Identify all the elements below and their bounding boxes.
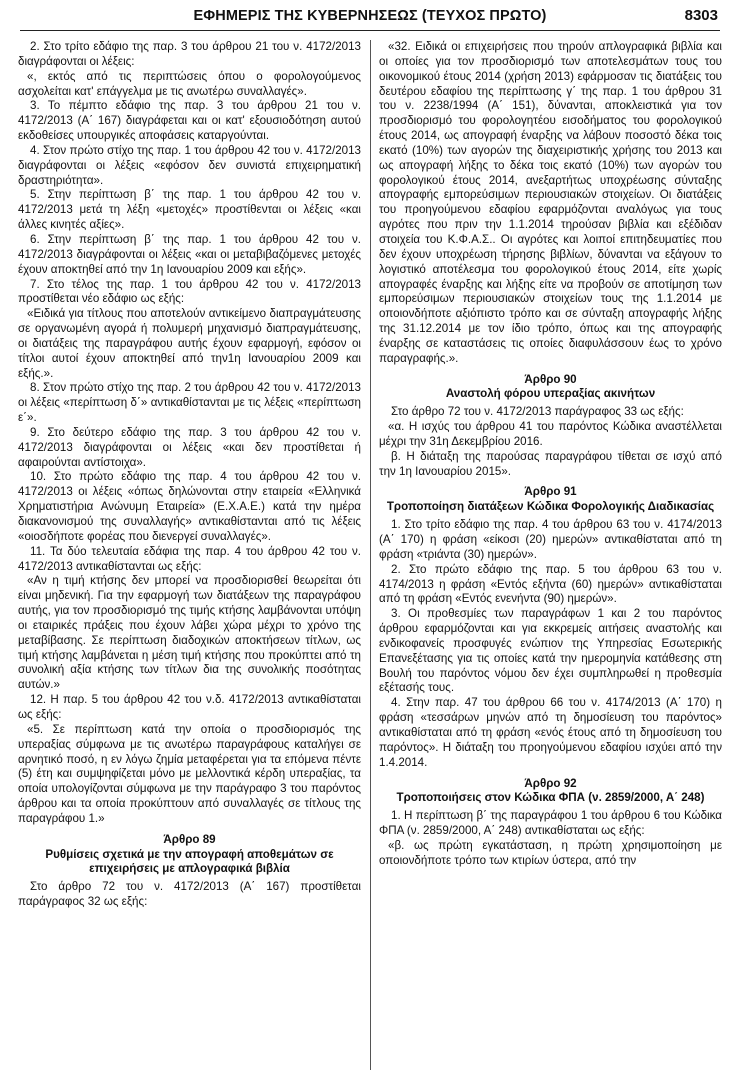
left-column (18, 40, 361, 910)
article-89-heading: Άρθρο 89 (163, 832, 216, 846)
article-90-title: Αναστολή φόρου υπεραξίας ακινήτων (445, 387, 656, 401)
paragraph: 4. Στον πρώτο στίχο της παρ. 1 του άρθρου 42 του ν. 4172/2013 διαγράφονται οι λέξεις «εφόσον δεν συνιστά επιχειρηματική δραστηριότητα». (18, 143, 361, 187)
paragraph: 7. Στο τέλος της παρ. 1 του άρθρου 42 του ν. 4172/2013 προστίθεται νέο εδάφιο ως εξής: (18, 277, 361, 306)
paragraph: β. Η διάταξη της παρούσας παραγράφου τίθεται σε ισχύ από την 1η Ιανουαρίου 2015». (379, 449, 722, 478)
article-90-heading: Άρθρο 90 (524, 372, 577, 386)
paragraph: 3. Οι προθεσμίες των παραγράφων 1 και 2 του παρόντος άρθρου εφαρμόζονται και για εκκρεμείς αιτήσεις αναστολής και ενδικοφανείς προσφυγές ενώπιον της Υπηρεσίας Εσωτερικής Επανεξέτασης για τις οποίες κατά την ημερομηνία κατάθεσης στη Βουλή του παρόντος νόμου δεν έχει συμπληρωθεί η προθεσμία εξέτασής τους. (379, 607, 722, 695)
paragraph: 2. Στο πρώτο εδάφιο της παρ. 5 του άρθρου 63 του ν. 4174/2013 η φράση «Εντός εξήντα (60) ημερών» αντικαθίσταται από τη φράση «Εντός ενενήντα (90) ημερών». (379, 562, 722, 606)
paragraph: Στο άρθρο 72 του ν. 4172/2013 (Α΄ 167) προστίθεται παράγραφος 32 ως εξής: (18, 880, 361, 909)
gazette-title: ΕΦΗΜΕΡΙΣ ΤΗΣ ΚΥΒΕΡΝΗΣΕΩΣ (ΤΕΥΧΟΣ ΠΡΩΤΟ) (193, 8, 547, 24)
article-91-title: Τροποποίηση διατάξεων Κώδικα Φορολογικής Διαδικασίας (386, 500, 715, 514)
quoted-text: «β. ως πρώτη εγκατάσταση, η πρώτη χρησιμοποίηση με οποιονδήποτε τρόπο των κτιρίων ύστερα, από την (379, 838, 722, 867)
page-number: 8303 (684, 7, 718, 24)
paragraph: 11. Τα δύο τελευταία εδάφια της παρ. 4 του άρθρου 42 του ν. 4172/2013 αντικαθίστανται ως εξής: (18, 544, 361, 573)
article-92-title: Τροποποιήσεις στον Κώδικα ΦΠΑ (ν. 2859/2000, Α΄ 248) (396, 791, 705, 805)
paragraph: 2. Στο τρίτο εδάφιο της παρ. 3 του άρθρου 21 του ν. 4172/2013 διαγράφονται οι λέξεις: (18, 40, 361, 68)
paragraph: 3. Το πέμπτο εδάφιο της παρ. 3 του άρθρου 21 του ν. 4172/2013 (Α΄ 167) διαγράφεται και οι κατ' εξουσιοδότηση αυτού εκδοθείσες υπουργικές αποφάσεις καταργούνται. (18, 99, 361, 143)
article-89-title: Ρυθμίσεις σχετικά με την απογραφή αποθεμάτων σε επιχειρήσεις με απλογραφικά βιβλία (45, 847, 334, 876)
paragraph: 1. Στο τρίτο εδάφιο της παρ. 4 του άρθρου 63 του ν. 4174/2013 (Α΄ 170) η φράση «είκοσι (20) ημερών» αντικαθίσταται από τη φράση «τριάντα (30) ημερών». (379, 518, 722, 561)
quoted-text: «Αν η τιμή κτήσης δεν μπορεί να προσδιορισθεί θεωρείται ότι είναι μηδενική. Για την εφαρμογή των διατάξεων της παραγράφου αυτής, για τον προσδιορισμό της τιμής κτήσης λαμβάνονται υπόψη οι εταιρικές πράξεις που έχουν λάβει χώρα μέχρι το χρόνο της μεταβίβασης. Σε περίπτωση διαδοχικών αποκτήσεων τίτλων, ως τιμή κτήσης λαμβάνεται η μέση τιμή κτήσης που προκύπτει από τη συνολική αξία κτήσης των τίτλων δια της συνολικής ποσότητας αυτών.» (18, 574, 361, 692)
paragraph: 10. Στο πρώτο εδάφιο της παρ. 4 του άρθρου 42 του ν. 4172/2013 οι λέξεις «όπως δηλώνονται στην εταιρεία «Ελληνικά Χρηματιστήρια Ανώνυμη Εταιρεία» (Ε.Χ.Α.Ε.) κατά την ημέρα διακανονισμού της συναλλαγής» αντικαθίστανται από τις λέξεις «οιοσδήποτε φορέας που διενεργεί συναλλαγές». (18, 470, 361, 543)
article-92-heading: Άρθρο 92 (524, 776, 577, 790)
column-divider (370, 40, 371, 1070)
paragraph: Στο άρθρο 72 του ν. 4172/2013 παράγραφος 33 ως εξής: (391, 405, 684, 419)
quoted-text: «, εκτός από τις περιπτώσεις όπου ο φορολογούμενος ασχολείται κατ' επάγγελμα με τις ανωτέρω συναλλαγές». (18, 69, 361, 98)
quoted-text: «Ειδικά για τίτλους που αποτελούν αντικείμενο διαπραγμάτευσης σε οργανωμένη αγορά ή πολυμερή μηχανισμό διαπραγμάτευσης, οι διατάξεις της παραγράφου αυτής έχουν εφαρμογή, εφόσον οι τίτλοι αυτοί έχουν αποκτηθεί από την1η Ιανουαρίου 2009 και εξής.». (18, 307, 361, 380)
paragraph: 5. Στην περίπτωση β΄ της παρ. 1 του άρθρου 42 του ν. 4172/2013 μετά τη λέξη «μετοχές» προστίθενται οι λέξεις «και άλλες κινητές αξίες». (18, 188, 361, 232)
page-header (20, 6, 720, 31)
article-91-heading: Άρθρο 91 (524, 485, 577, 499)
quoted-text: «5. Σε περίπτωση κατά την οποία ο προσδιορισμός της υπεραξίας σύμφωνα με τις ανωτέρω παραγράφους καταλήγει σε αρνητικό ποσό, η εν λόγω ζημία μεταφέρεται για τα επόμενα πέντε (5) έτη και συμψηφίζεται μόνο με μελλοντικά κέρδη υπεραξίας, τα οποία υπολογίζονται σύμφωνα με την παράγραφο 3 του παρόντος άρθρου και τα οποία προκύπτουν από συναλλαγές σε τίτλους της παραγράφου 1.» (18, 722, 361, 825)
right-column (379, 40, 722, 869)
quoted-text: «32. Ειδικά οι επιχειρήσεις που τηρούν απλογραφικά βιβλία και οι οποίες για τον προσδιορισμό των αποτελεσμάτων τους του οικονομικού έτους 2014 (χρήση 2013) εφάρμοσαν τις διατάξεις του δευτέρου εδαφίου της περίπτωσης γ΄ της παρ. 1 του άρθρου 31 του ν. 2238/1994 (Α΄ 151), δύνανται, αποκλειστικά για τον προσδιορισμό του φορολογητέου εισοδήματος του φορολογικού έτους 2014, ως απογραφή έναρξης να λάβουν ποσοστό δέκα τοις εκατό (10%) των αγορών της διαχειριστικής χρήσης του 2013 και ως απογραφή λήξης το δέκα τοις εκατό (10%) των αγορών του φορολογικού έτους 2014, ανεξαρτήτως υποχρέωσης σύνταξης απογραφής εμπορεύσιμων περιουσιακών στοιχείων. Οι διατάξεις του προηγούμενου εδαφίου εφαρμόζονται αναλόγως για τους αγρότες που πριν την 1.1.2014 τηρούσαν βιβλία και εξέδιδαν στοιχεία του Κ.Φ.Α.Σ.. Οι αγρότες και λοιποί επιτηδευματίες που δεν έχουν υποχρέωση τήρησης βιβλίων, δύνανται να εξάγουν το λογιστικό αποτέλεσμα του φορολογικού έτους 2014, είτε χωρίς απογραφές έναρξης και λήξης είτε να προβούν σε αποτίμηση των εμπορεύσιμων περιουσιακών στοιχείων τους της 1.1.2014 με οποιονδήποτε αξιόπιστο τρόπο και σε σύνταξη απογραφής λήξης της 31.12.2014 με τον ίδιο τρόπο, όπως και της απογραφής έναρξης σε καταστάσεις τις οποίες διαφυλάσσουν έως το χρόνο παραγραφής.». (379, 40, 722, 365)
paragraph: 6. Στην περίπτωση β΄ της παρ. 1 του άρθρου 42 του ν. 4172/2013 διαγράφονται οι λέξεις «και οι μεταβιβαζόμενες μετοχές έχουν αποκτηθεί από την 1η Ιανουαρίου 2009 και εξής». (18, 232, 361, 276)
paragraph: 8. Στον πρώτο στίχο της παρ. 2 του άρθρου 42 του ν. 4172/2013 οι λέξεις «περίπτωση δ΄» αντικαθίστανται με τις λέξεις «περίπτωση ε΄». (18, 381, 361, 425)
paragraph: 1. Η περίπτωση β΄ της παραγράφου 1 του άρθρου 6 του Κώδικα ΦΠΑ (ν. 2859/2000, Α΄ 248) αντικαθίσταται ως εξής: (379, 809, 722, 838)
quoted-text: «α. Η ισχύς του άρθρου 41 του παρόντος Κώδικα αναστέλλεται μέχρι την 31η Δεκεμβρίου 2016. (379, 420, 722, 448)
paragraph: 9. Στο δεύτερο εδάφιο της παρ. 3 του άρθρου 42 του ν. 4172/2013 διαγράφονται οι λέξεις «και δεν προστίθεται ή αφαιρούνται αντίστοιχα». (18, 425, 361, 469)
paragraph: 12. Η παρ. 5 του άρθρου 42 του ν.δ. 4172/2013 αντικαθίσταται ως εξής: (18, 693, 361, 721)
paragraph: 4. Στην παρ. 47 του άρθρου 66 του ν. 4174/2013 (Α΄ 170) η φράση «τεσσάρων μηνών από τη δημοσίευση του παρόντος» αντικαθίσταται από τη φράση «ενός έτους από τη δημοσίευση του παρόντος». Η διάταξη του προηγούμενου εδαφίου ισχύει από την 1.4.2014. (379, 696, 722, 769)
